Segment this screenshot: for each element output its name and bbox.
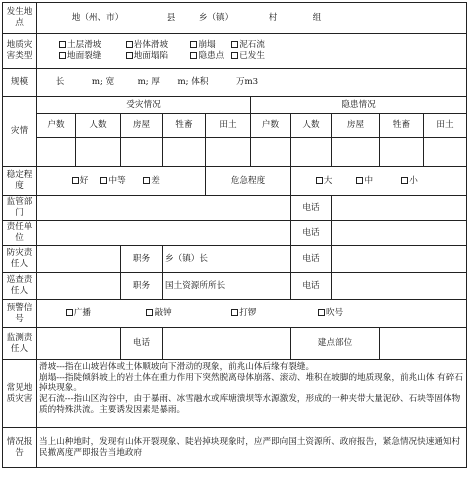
monitor-name-value[interactable] [37, 328, 121, 360]
checkbox-icon [318, 309, 325, 316]
affected-header: 受灾情况 [37, 97, 251, 114]
affected-livestock-header: 牲畜 [163, 114, 206, 138]
supervisor-label: 监管部门 [3, 196, 37, 221]
checkbox-icon [100, 177, 107, 184]
disaster-values-row [3, 138, 467, 167]
disaster-info-table [2, 2, 467, 468]
danger-option-medium[interactable]: 中 [356, 176, 398, 187]
hidden-households-cell[interactable] [251, 138, 291, 167]
common-label: 常见地质灾害 [3, 360, 37, 428]
patrol-role-label: 职务 [121, 273, 163, 300]
checkbox-icon [143, 177, 150, 184]
common-paragraph-collapse: 崩塌---指陡倾斜坡上的岩土体在重力作用下突然脱离母体崩落、滚动、堆积在坡脚的地质现象，前兆山体 有碎石掉块现象。 [39, 372, 463, 394]
location-part-township: 乡（镇） [198, 12, 234, 23]
type-option-ground-fissure[interactable]: 地面裂缝 [59, 51, 123, 62]
hidden-header: 隐患情况 [251, 97, 467, 114]
type-option-ground-subsidence[interactable]: 地面塌陷 [126, 51, 188, 62]
stability-options [37, 167, 206, 196]
hidden-houses-cell[interactable] [332, 138, 380, 167]
checkbox-icon [231, 309, 238, 316]
monitor-row [3, 328, 467, 360]
monitor-phone-value[interactable] [163, 328, 291, 360]
location-part-county: 县 [166, 12, 176, 23]
affected-households-cell[interactable] [37, 138, 76, 167]
report-text: 当上山种地时，发现有山体开裂现象、陡岩掉块现象时，应严即向国土资源所、政府报告，紧急情况快速通知村民撤离度严即报告当地政府 [37, 428, 467, 468]
warning-option-broadcast[interactable]: 广播 [66, 308, 144, 319]
monitor-point-label: 建点部位 [291, 328, 380, 360]
checkbox-icon [231, 41, 238, 48]
hidden-farmland-header: 田土 [424, 114, 467, 138]
location-part-village: 村 [268, 12, 278, 23]
hidden-people-header: 人数 [291, 114, 332, 138]
prevention-label: 防灾责任人 [3, 246, 37, 273]
unit-phone-label: 电话 [291, 221, 332, 246]
scale-width-label: m; 宽 [91, 77, 115, 88]
common-paragraph-landslide: 滑坡---指在山坡岩体或土体顺坡向下滑动的现象，前兆山体后缘有裂缝。 [39, 362, 315, 372]
warning-options [37, 300, 467, 328]
scale-label: 规模 [3, 69, 37, 97]
checkbox-icon [231, 52, 238, 59]
supervisor-phone-label: 电话 [291, 196, 332, 221]
disaster-columns-row [3, 114, 467, 138]
stability-option-good[interactable]: 好 [72, 176, 98, 187]
checkbox-icon [126, 41, 133, 48]
warning-row [3, 300, 467, 328]
type-option-soil-landslide[interactable]: 土层滑坡 [59, 40, 123, 51]
checkbox-icon [126, 52, 133, 59]
warning-label: 预警信号 [3, 300, 37, 328]
monitor-point-value[interactable] [380, 328, 467, 360]
patrol-phone-value[interactable] [332, 273, 467, 300]
affected-people-cell[interactable] [76, 138, 121, 167]
danger-option-high[interactable]: 大 [316, 176, 354, 187]
supervisor-phone-value[interactable] [332, 196, 467, 221]
unit-phone-value[interactable] [332, 221, 467, 246]
checkbox-icon [356, 177, 363, 184]
warning-option-gong[interactable]: 打锣 [231, 308, 315, 319]
location-part-prefecture: 地（州、市） [71, 12, 124, 23]
scale-length-label: 长 [55, 77, 65, 88]
hidden-households-header: 户数 [251, 114, 291, 138]
scale-field[interactable] [37, 69, 467, 97]
prevention-phone-label: 电话 [291, 246, 332, 273]
monitor-phone-label: 电话 [121, 328, 163, 360]
location-field[interactable] [37, 3, 467, 34]
checkbox-icon [59, 52, 66, 59]
location-row [3, 3, 467, 34]
supervisor-value[interactable] [37, 196, 291, 221]
type-option-hidden-hazard[interactable]: 隐患点 [190, 51, 228, 62]
scale-row [3, 69, 467, 97]
warning-option-bell[interactable]: 敲钟 [146, 308, 228, 319]
hidden-people-cell[interactable] [291, 138, 332, 167]
monitor-label: 监测责任人 [3, 328, 37, 360]
scale-thickness-label: m; 厚 [137, 77, 161, 88]
patrol-label: 巡查责任人 [3, 273, 37, 300]
type-label: 地质灾害类型 [3, 34, 37, 69]
location-part-group: 组 [312, 12, 322, 23]
checkbox-icon [401, 177, 408, 184]
checkbox-icon [146, 309, 153, 316]
prevention-row [3, 246, 467, 273]
type-options [37, 34, 467, 69]
type-option-rock-landslide[interactable]: 岩体滑坡 [126, 40, 188, 51]
report-row [3, 428, 467, 468]
prevention-phone-value[interactable] [332, 246, 467, 273]
affected-farmland-header: 田土 [206, 114, 251, 138]
scale-volume-unit: 万m3 [235, 77, 259, 88]
danger-label: 危急程度 [206, 167, 291, 196]
checkbox-icon [190, 41, 197, 48]
patrol-name-value[interactable] [37, 273, 121, 300]
disaster-header-row [3, 97, 467, 114]
checkbox-icon [66, 309, 73, 316]
stability-row [3, 167, 467, 196]
common-paragraph-debris-flow: 泥石流---指山区沟谷中，由于暴雨、冰雪融水或库塘溃坝等水源激发，形成的一种夹带大量泥砂、石块等固体物质的特殊洪流。主要诱发因素是暴雨。 [39, 394, 461, 415]
unit-value[interactable] [37, 221, 291, 246]
patrol-role-value: 国土资源所所长 [163, 273, 291, 300]
prevention-role-label: 职务 [121, 246, 163, 273]
hidden-livestock-header: 牲畜 [380, 114, 424, 138]
danger-options [291, 167, 467, 196]
supervisor-row [3, 196, 467, 221]
stability-option-medium[interactable]: 中等 [100, 176, 140, 187]
prevention-role-value: 乡（镇）长 [163, 246, 291, 273]
warning-option-horn[interactable]: 吹号 [318, 308, 343, 319]
location-label: 发生地点 [3, 3, 37, 34]
affected-houses-cell[interactable] [121, 138, 163, 167]
unit-row [3, 221, 467, 246]
affected-households-header: 户数 [37, 114, 76, 138]
hidden-farmland-cell[interactable] [424, 138, 467, 167]
stability-label: 稳定程度 [3, 167, 37, 196]
hidden-houses-header: 房屋 [332, 114, 380, 138]
checkbox-icon [316, 177, 323, 184]
type-row [3, 34, 467, 69]
unit-label: 责任单位 [3, 221, 37, 246]
type-option-occurred[interactable]: 已发生 [231, 51, 265, 62]
patrol-phone-label: 电话 [291, 273, 332, 300]
common-text [37, 360, 467, 428]
affected-people-header: 人数 [76, 114, 121, 138]
checkbox-icon [190, 52, 197, 59]
disaster-label: 灾情 [3, 97, 37, 167]
stability-option-poor[interactable]: 差 [143, 176, 160, 187]
hidden-livestock-cell[interactable] [380, 138, 424, 167]
affected-farmland-cell[interactable] [206, 138, 251, 167]
type-option-collapse[interactable]: 崩塌 [190, 40, 228, 51]
checkbox-icon [59, 41, 66, 48]
scale-volume-label: m; 体积 [177, 77, 209, 88]
report-label: 情况报告 [3, 428, 37, 468]
common-row [3, 360, 467, 428]
prevention-name-value[interactable] [37, 246, 121, 273]
type-option-debris-flow[interactable]: 泥石流 [231, 40, 265, 51]
danger-option-low[interactable]: 小 [401, 176, 418, 187]
affected-houses-header: 房屋 [121, 114, 163, 138]
affected-livestock-cell[interactable] [163, 138, 206, 167]
patrol-row [3, 273, 467, 300]
checkbox-icon [72, 177, 79, 184]
